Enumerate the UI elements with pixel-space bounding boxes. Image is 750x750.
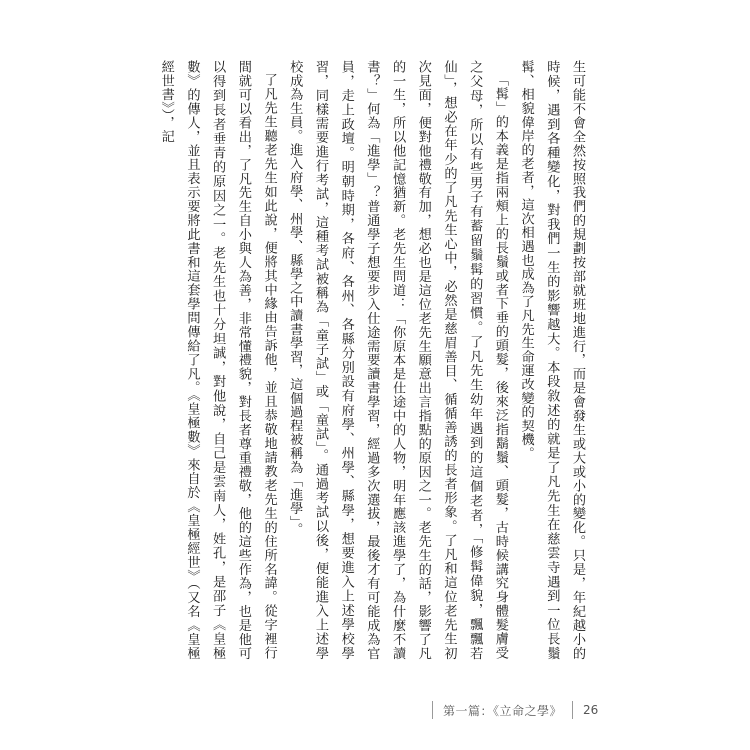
body-text <box>158 60 590 660</box>
paragraph-3: 了凡先生聽老先生如此說，便將其中緣由告訴他，並且恭敬地請教老先生的住所名諱。從字裡行間就可以看出，了凡先生自小與人為善，非常懂禮貌，對長者尊重禮敬，他的這些作為，也是他可以得到長者垂青的原因之一。老先生也十分坦誠，對他說，自己是雲南人，姓孔，是邵子《皇極數》的傳人，並且表示要將此書和這套學問傳給了凡。《皇極數》來自於《皇極經世》（又名《皇極經世書》），記 <box>158 60 277 660</box>
paragraph-2: 「髯」的本義是指兩頰上的長鬚或者下垂的頭髮，後來泛指鬍鬚、頭髮，古時候講究身體髮膚受之父母，所以有些男子有蓄留鬚髯的習慣。了凡先生幼年遇到的這個老者，「修髯偉貌，飄飄若仙」，想必在年少的了凡先生心中，必然是慈眉善目、循循善誘的長者形象。了凡和這位老先生初次見面，便對他禮敬有加，想必也是這位老先生願意出言指點的原因之一。老先生的話，影響了凡的一生，所以他記憶猶新。老先生問道：「你原本是仕途中的人物，明年應該進學了，為什麼不讀書？」何為「進學」？普通學子想要步入仕途需要讀書學習，經過多次選拔，最後才有可能成為官員，走上政壇。明朝時期，各府、各州、各縣分別設有府學、州學、縣學，想要進入上述學校學習，同樣需要進行考試，這種考試被稱為「童子試」或「童試」。通過考試以後，便能進入上述學校成為生員。進入府學、州學、縣學之中讀書學習，這個過程被稱為「進學」。 <box>287 60 508 660</box>
chapter-title: 第一篇：《立命之學》 <box>443 703 563 718</box>
page-footer <box>432 701 598 719</box>
paragraph-1: 生可能不會全然按照我們的規劃按部就班地進行，而是會發生或大或小的變化。只是，年紀越小的時候，遇到各種變化，對我們一生的影響越大。本段敘述的就是了凡先生在慈雲寺遇到一位長鬚髯、相貌偉岸的老者，這次相遇也成為了凡先生命運改變的契機。 <box>518 60 585 660</box>
page-number: 26 <box>583 703 599 717</box>
